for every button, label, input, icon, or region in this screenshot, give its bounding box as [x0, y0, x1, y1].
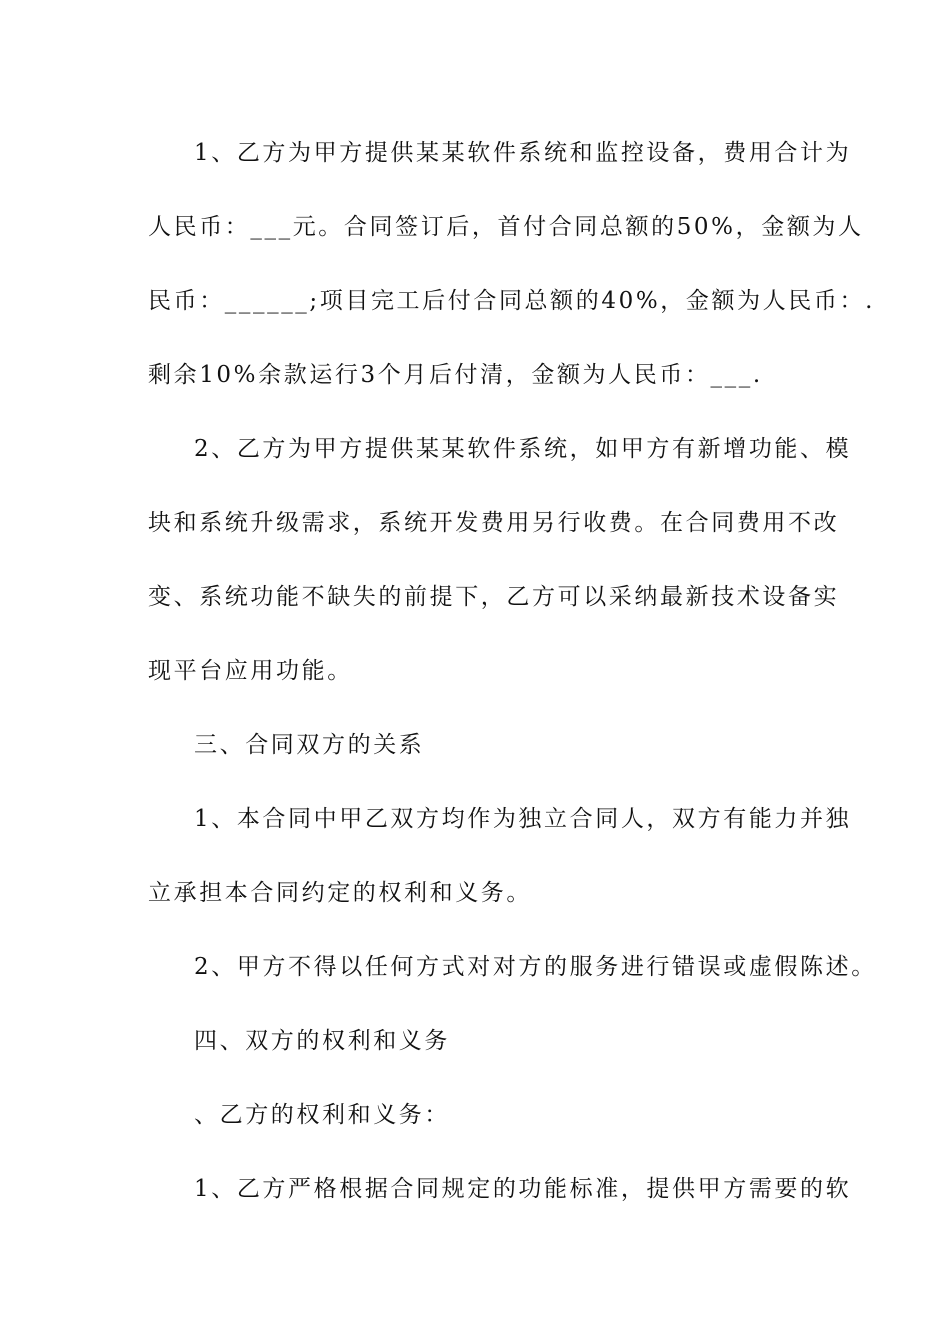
paragraph-line: 1、乙方为甲方提供某某软件系统和监控设备，费用合计为 [194, 140, 852, 166]
paragraph-line: 民币：______;项目完工后付合同总额的40%，金额为人民币：. [148, 288, 875, 314]
paragraph-line: 2、甲方不得以任何方式对对方的服务进行错误或虚假陈述。 [194, 954, 877, 980]
subsection-heading: 、乙方的权利和义务： [194, 1102, 450, 1128]
paragraph-line: 剩余10%余款运行3个月后付清，金额为人民币：___. [148, 362, 763, 388]
paragraph-line: 1、本合同中甲乙双方均作为独立合同人，双方有能力并独 [194, 806, 852, 832]
section-heading: 三、合同双方的关系 [194, 732, 425, 758]
paragraph-line: 1、乙方严格根据合同规定的功能标准，提供甲方需要的软 [194, 1176, 852, 1202]
paragraph-line: 块和系统升级需求，系统开发费用另行收费。在合同费用不改 [148, 510, 840, 536]
paragraph-line: 人民币：___元。合同签订后，首付合同总额的50%，金额为人 [148, 214, 864, 240]
paragraph-line: 立承担本合同约定的权利和义务。 [148, 880, 532, 906]
paragraph-line: 变、系统功能不缺失的前提下，乙方可以采纳最新技术设备实 [148, 584, 840, 610]
paragraph-line: 现平台应用功能。 [148, 658, 353, 684]
section-heading: 四、双方的权利和义务 [194, 1028, 450, 1054]
paragraph-line: 2、乙方为甲方提供某某软件系统，如甲方有新增功能、模 [194, 436, 852, 462]
